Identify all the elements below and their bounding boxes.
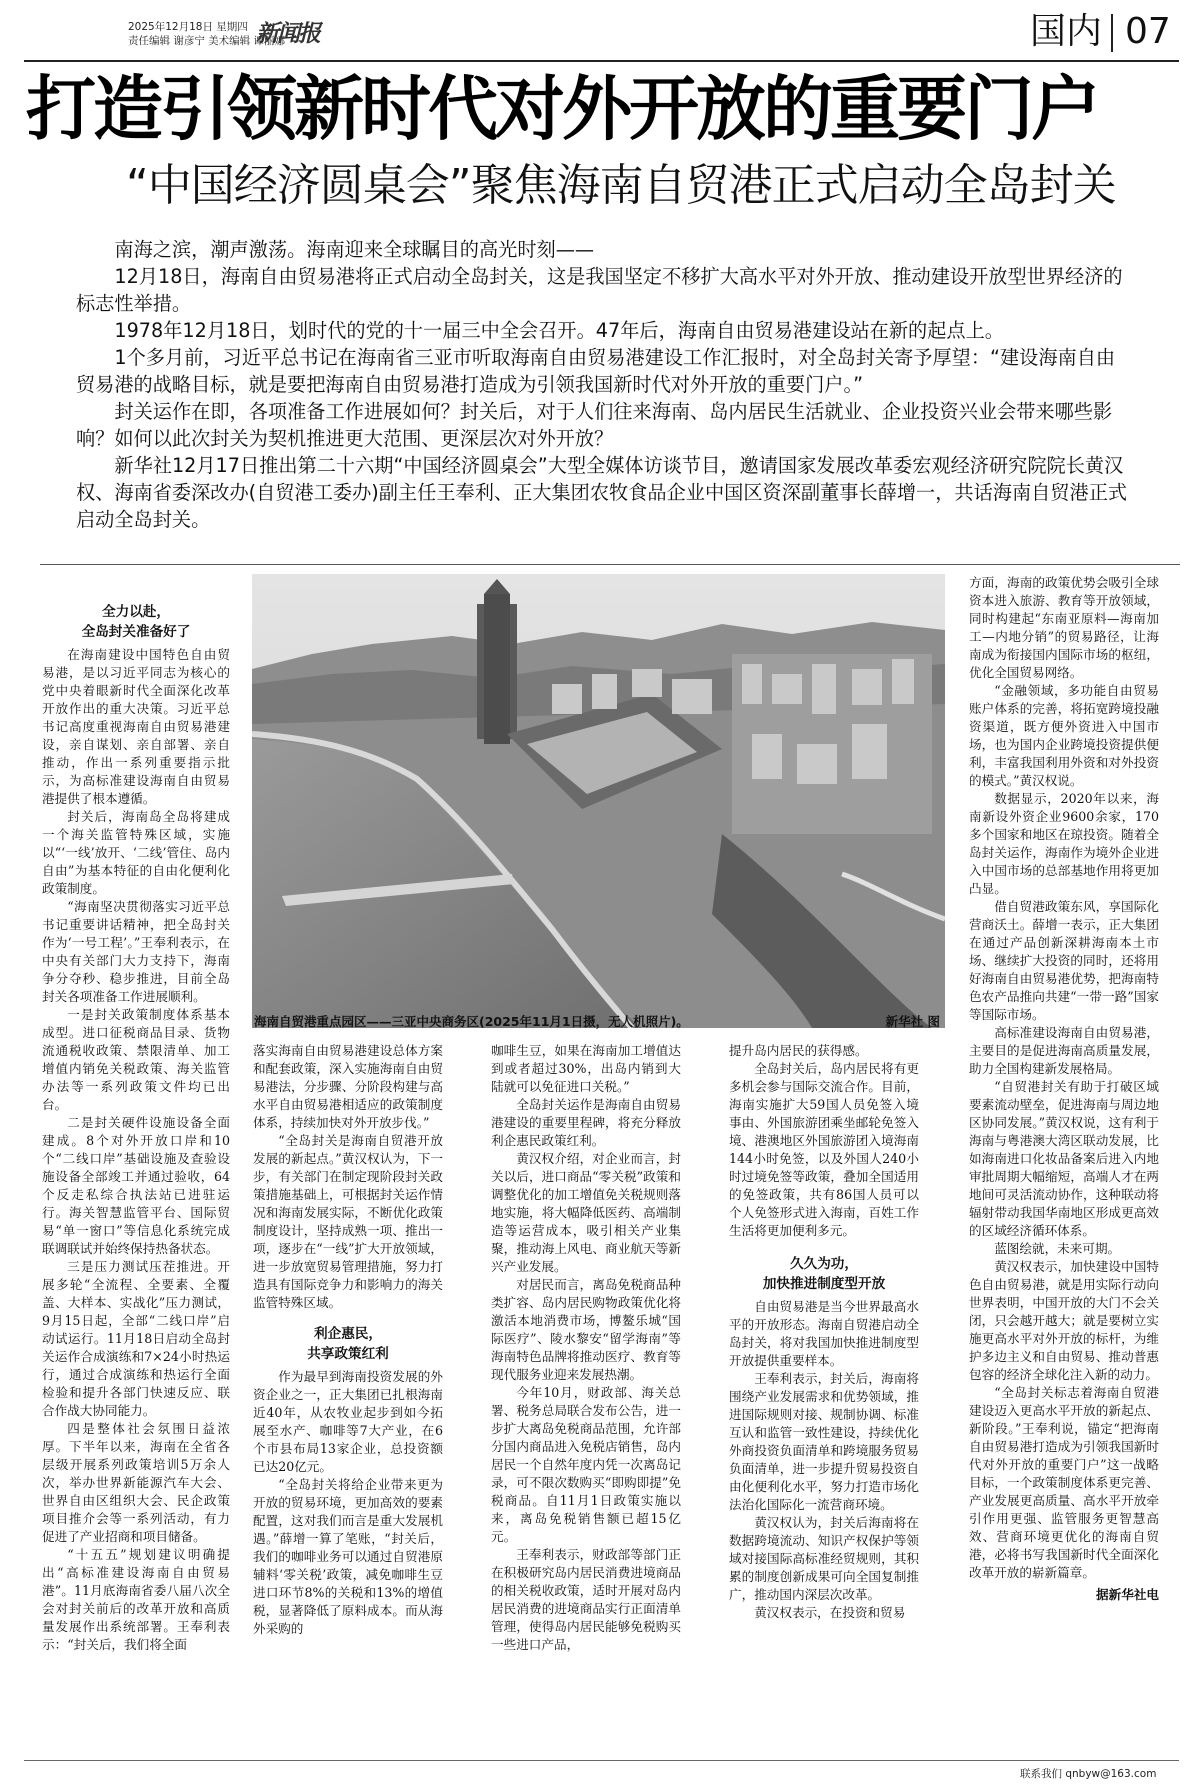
lead-paragraph: 封关运作在即，各项准备工作进展如何？封关后，对于人们往来海南、岛内居民生活就业、企业投资兴业会带来哪些影响？如何以此次封关为契机推进更大范围、更深层次对外开放？ — [76, 400, 1113, 450]
heading-line: 久久为功， — [790, 1256, 858, 1272]
body-paragraph: 借自贸港政策东风，享国际化营商沃土。薛增一表示，正大集团在通过产品创新深耕海南本土市场、继续扩大投资的同时，还将用好海南自由贸易港优势，把海南特色农产品推向共建“一带一路”国家等国际市场。 — [969, 899, 1159, 1022]
body-paragraph: 数据显示，2020年以来，海南新设外资企业9600余家，170多个国家和地区在琼投资。随着全岛封关运作，海南作为境外企业进入中国市场的总部基地作用将更加凸显。 — [969, 791, 1159, 896]
subheadline: “中国经济圆桌会”聚焦海南自贸港正式启动全岛封关 — [126, 160, 1116, 211]
body-paragraph: 今年10月，财政部、海关总署、税务总局联合发布公告，进一步扩大离岛免税商品范围，允许部分国内商品进入免税店销售，岛内居民一个自然年度内凭一次离岛记录，可不限次数购买“即购即提”免税商品。自11月1日政策实施以来，离岛免税销售额已超15亿元。 — [491, 1385, 681, 1544]
article-column-4 — [729, 1042, 919, 1622]
body-paragraph: 方面，海南的政策优势会吸引全球资本进入旅游、教育等开放领域，同时构建起“东南亚原料—海南加工—内地分销”的贸易路径，让海南成为衔接国内国际市场的枢纽，优化全国贸易网络。 — [969, 575, 1159, 680]
caption-text: 海南自贸港重点园区——三亚中央商务区(2025年11月1日摄，无人机照片)。 — [254, 1014, 689, 1029]
newspaper-logo: 新闻报 — [256, 20, 319, 47]
body-paragraph: “十五五”规划建议明确提出“高标准建设海南自由贸易港”。11月底海南省委八届八次全会对封关前后的改革开放和高质量发展作出系统部署。王奉利表示：“封关后，我们将全面 — [42, 1547, 230, 1652]
section-divider — [1111, 14, 1113, 52]
body-paragraph: 二是封关硬件设施设备全面建成。8个对外开放口岸和10个“二线口岸”基础设施及查验设施设备全部竣工并通过验收，64个反走私综合执法站已进驻运行。海关智慧监管平台、国际贸易“单一窗口”等信息化系统完成联调联试并始终保持热备状态。 — [42, 1115, 230, 1256]
article-column-5 — [969, 574, 1159, 1604]
article-column-1 — [42, 598, 230, 1654]
heading-line: 加快推进制度型开放 — [762, 1276, 886, 1292]
body-paragraph: 黄汉权认为，封关后海南将在数据跨境流动、知识产权保护等领域对接国际高标准经贸规则，其积累的制度创新成果可向全国复制推广，推动国内深层次改革。 — [729, 1515, 919, 1602]
body-paragraph: 一是封关政策制度体系基本成型。进口征税商品目录、货物流通税收政策、禁限清单、加工增值内销免关税政策、海关监管办法等一系列政策文件均已出台。 — [42, 1007, 230, 1112]
lead-paragraph: 12月18日，海南自由贸易港将正式启动全岛封关，这是我国坚定不移扩大高水平对外开放、推动建设开放型世界经济的标志性举措。 — [76, 265, 1123, 315]
photo-credit: 新华社 图 — [885, 1014, 940, 1029]
body-paragraph: “自贸港封关有助于打破区域要素流动壁垒，促进海南与周边地区协同发展。”黄汉权说，这有利于海南与粤港澳大湾区联动发展，比如海南进口化妆品备案后进入内地审批周期大幅缩短，高端人才在两地间可灵活流动协作，这种联动将辐射带动我国华南地区形成更高效的区域经济循环体系。 — [969, 1079, 1159, 1238]
issue-date: 2025年12月18日 星期四 — [128, 21, 248, 33]
body-paragraph: 王奉利表示，财政部等部门正在积极研究岛内居民消费进境商品的相关税收政策，适时开展对岛内居民消费的进境商品实行正面清单管理，使得岛内居民能够免税购买一些进口产品， — [491, 1547, 681, 1652]
footer-rule — [24, 1760, 1179, 1761]
body-paragraph: 落实海南自由贸易港建设总体方案和配套政策，深入实施海南自由贸易港法，分步骤、分阶段构建与高水平自由贸易港相适应的政策制度体系，持续加快对外开放步伐。” — [253, 1043, 443, 1130]
section-heading — [729, 1254, 919, 1294]
article-column-3 — [491, 1042, 681, 1654]
lead-paragraph: 1978年12月18日，划时代的党的十一届三中全会召开。47年后，海南自由贸易港建设站在新的起点上。 — [114, 319, 1004, 342]
aerial-photo-illustration — [252, 574, 945, 1028]
body-paragraph: “全岛封关是海南自贸港开放发展的新起点。”黄汉权认为，下一步，有关部门在制定现阶段封关政策措施基础上，可根据封关运作情况和海南发展实际，不断优化政策制度设计，坚持成熟一项、推出一项，逐步在“一线”扩大开放领域，进一步放宽贸易管理措施，努力打造具有国际竞争力和影响力的海关监管特殊区域。 — [253, 1133, 443, 1310]
heading-line: 全岛封关准备好了 — [81, 624, 191, 640]
body-paragraph: 咖啡生豆，如果在海南加工增值达到或者超过30%，出岛内销到大陆就可以免征进口关税。” — [491, 1043, 681, 1094]
body-paragraph: 作为最早到海南投资发展的外资企业之一，正大集团已扎根海南近40年，从农牧业起步到如今拓展至水产、咖啡等7大产业，在6个市县布局13家企业，总投资额已达20亿元。 — [253, 1369, 443, 1474]
lead-separator — [40, 564, 1180, 565]
body-paragraph: 封关后，海南岛全岛将建成一个海关监管特殊区域，实施以“‘一线’放开、‘二线’管住、岛内自由”为基本特征的自由化便利化政策制度。 — [42, 809, 230, 896]
footer-contact: 联系我们 qnbyw@163.com — [1020, 1768, 1157, 1780]
section-heading — [253, 1324, 443, 1364]
body-paragraph: 黄汉权表示，加快建设中国特色自由贸易港，就是用实际行动向世界表明，中国开放的大门不会关闭，只会越开越大；就是要树立实施更高水平对外开放的标杆，为维护多边主义和自由贸易、推动普惠包容的经济全球化注入新的动力。 — [969, 1259, 1159, 1382]
body-paragraph: 高标准建设海南自由贸易港，主要目的是促进海南高质量发展，助力全国构建新发展格局。 — [969, 1025, 1159, 1076]
article-column-2 — [253, 1042, 443, 1638]
aerial-photo — [252, 574, 945, 1028]
lead-section — [76, 236, 1130, 533]
byline: 据新华社电 — [1096, 1587, 1159, 1602]
body-paragraph: “金融领域，多功能自由贸易账户体系的完善，将拓宽跨境投融资渠道，既方便外资进入中国市场，也为国内企业跨境投资提供便利，丰富我国利用外资和对外投资的模式。”黄汉权说。 — [969, 683, 1159, 788]
body-paragraph: “海南坚决贯彻落实习近平总书记重要讲话精神，把全岛封关作为‘一号工程’。”王奉利表示，在中央有关部门大力支持下，海南争分夺秒、稳步推进，目前全岛封关各项准备工作进展顺利。 — [42, 899, 230, 1004]
top-rule — [24, 60, 1179, 62]
page-number: 07 — [1125, 11, 1171, 52]
body-paragraph: 蓝图绘就，未来可期。 — [994, 1241, 1121, 1256]
body-paragraph: 全岛封关后，岛内居民将有更多机会参与国际交流合作。目前，海南实施扩大59国人员免签入境事由、外国旅游团乘坐邮轮免签入境、港澳地区外国旅游团入境海南144小时免签，以及外国人240小时过境免签等政策，叠加全国适用的免签政策，共有86国人员可以个人免签形式进入海南，百姓工作生活将更加便利多元。 — [729, 1061, 919, 1238]
body-paragraph: 自由贸易港是当今世界最高水平的开放形态。海南自贸港启动全岛封关，将对我国加快推进制度型开放提供重要样本。 — [729, 1299, 919, 1368]
body-paragraph: 在海南建设中国特色自由贸易港，是以习近平同志为核心的党中央着眼新时代全面深化改革开放作出的重大决策。习近平总书记高度重视海南自由贸易港建设，亲自谋划、亲自部署、亲自推动，作出一系列重要指示批示，为高标准建设海南自由贸易港提供了根本遵循。 — [42, 647, 230, 806]
body-paragraph: 王奉利表示，封关后，海南将围绕产业发展需求和优势领域，推进国际规则对接、规制协调、标准互认和监管一致性建设，持续优化外商投资负面清单和跨境服务贸易负面清单，进一步提升贸易投资自由化便利化水平，努力打造市场化法治化国际化一流营商环境。 — [729, 1371, 919, 1512]
body-paragraph: 四是整体社会氛围日益浓厚。下半年以来，海南在全省各层级开展系列政策培训5万余人次，举办世界新能源汽车大会、世界自由区组织大会、民企政策项目推介会等一系列活动，有力促进了产业招商和项目储备。 — [42, 1421, 230, 1544]
body-paragraph: “全岛封关将给企业带来更为开放的贸易环境，更加高效的要素配置，这对我们而言是重大发展机遇。”薛增一算了笔账，“封关后，我们的咖啡业务可以通过自贸港原辅料‘零关税’政策，减免咖啡生豆进口环节8%的关税和13%的增值税，显著降低了原料成本。而从海外采购的 — [253, 1477, 443, 1636]
body-paragraph: 黄汉权介绍，对企业而言，封关以后，进口商品“零关税”政策和调整优化的加工增值免关税规则落地实施，将大幅降低医药、高端制造等运营成本，吸引相关产业集聚，推动海上风电、商业航天等新兴产业发展。 — [491, 1151, 681, 1274]
section-label: 国内 — [1030, 11, 1103, 52]
body-paragraph: 对居民而言，离岛免税商品种类扩容、岛内居民购物政策优化将激活本地消费市场，博鳌乐城“国际医疗”、陵水黎安“留学海南”等海南特色品牌将推动医疗、教育等现代服务业迎来发展热潮。 — [491, 1277, 681, 1382]
body-paragraph: 三是压力测试压茬推进。开展多轮“全流程、全要素、全覆盖、大样本、实战化”压力测试，9月15日起，全部“二线口岸”启动试运行。11月18日启动全岛封关运作合成演练和7×24小时热运行，通过合成演练和热运行全面检验和提升各部门快速反应、联合作战大协同能力。 — [42, 1259, 230, 1418]
photo-caption — [254, 1013, 944, 1031]
lead-paragraph: 1个多月前，习近平总书记在海南省三亚市听取海南自由贸易港建设工作汇报时，对全岛封关寄予厚望：“建设海南自由贸易港的战略目标，就是要把海南自由贸易港打造成为引领我国新时代对外开放的重要门户。” — [76, 346, 1116, 396]
heading-line: 全力以赴， — [102, 604, 170, 620]
section-heading — [42, 602, 230, 642]
headline: 打造引领新时代对外开放的重要门户 — [26, 68, 1098, 150]
editors-line: 责任编辑 谢彦宁 美术编辑 谭丽娜 — [128, 35, 286, 47]
lead-paragraph: 南海之滨，潮声激荡。海南迎来全球瞩目的高光时刻—— — [114, 238, 595, 261]
heading-line: 共享政策红利 — [307, 1346, 389, 1362]
lead-paragraph: 新华社12月17日推出第二十六期“中国经济圆桌会”大型全媒体访谈节目，邀请国家发展改革委宏观经济研究院院长黄汉权、海南省委深改办(自贸港工委办)副主任王奉利、正大集团农牧食品企业中国区资深副董事长薛增一，共话海南自贸港正式启动全岛封关。 — [76, 454, 1128, 531]
body-paragraph: 黄汉权表示，在投资和贸易 — [754, 1605, 906, 1620]
heading-line: 利企惠民， — [314, 1326, 382, 1342]
body-paragraph: “全岛封关标志着海南自贸港建设迈入更高水平开放的新起点、新阶段。”王奉利说，锚定“把海南自由贸易港打造成为引领我国新时代对外开放的重要门户”这一战略目标，一个政策制度体系更完善、产业发展更高质量、高水平开放牵引作用更强、监管服务更智慧高效、营商环境更优化的海南自贸港，必将书写我国新时代全面深化改革开放的崭新篇章。 — [969, 1385, 1159, 1580]
body-paragraph: 全岛封关运作是海南自由贸易港建设的重要里程碑，将充分释放利企惠民政策红利。 — [491, 1097, 681, 1148]
body-paragraph: 提升岛内居民的获得感。 — [729, 1043, 868, 1058]
